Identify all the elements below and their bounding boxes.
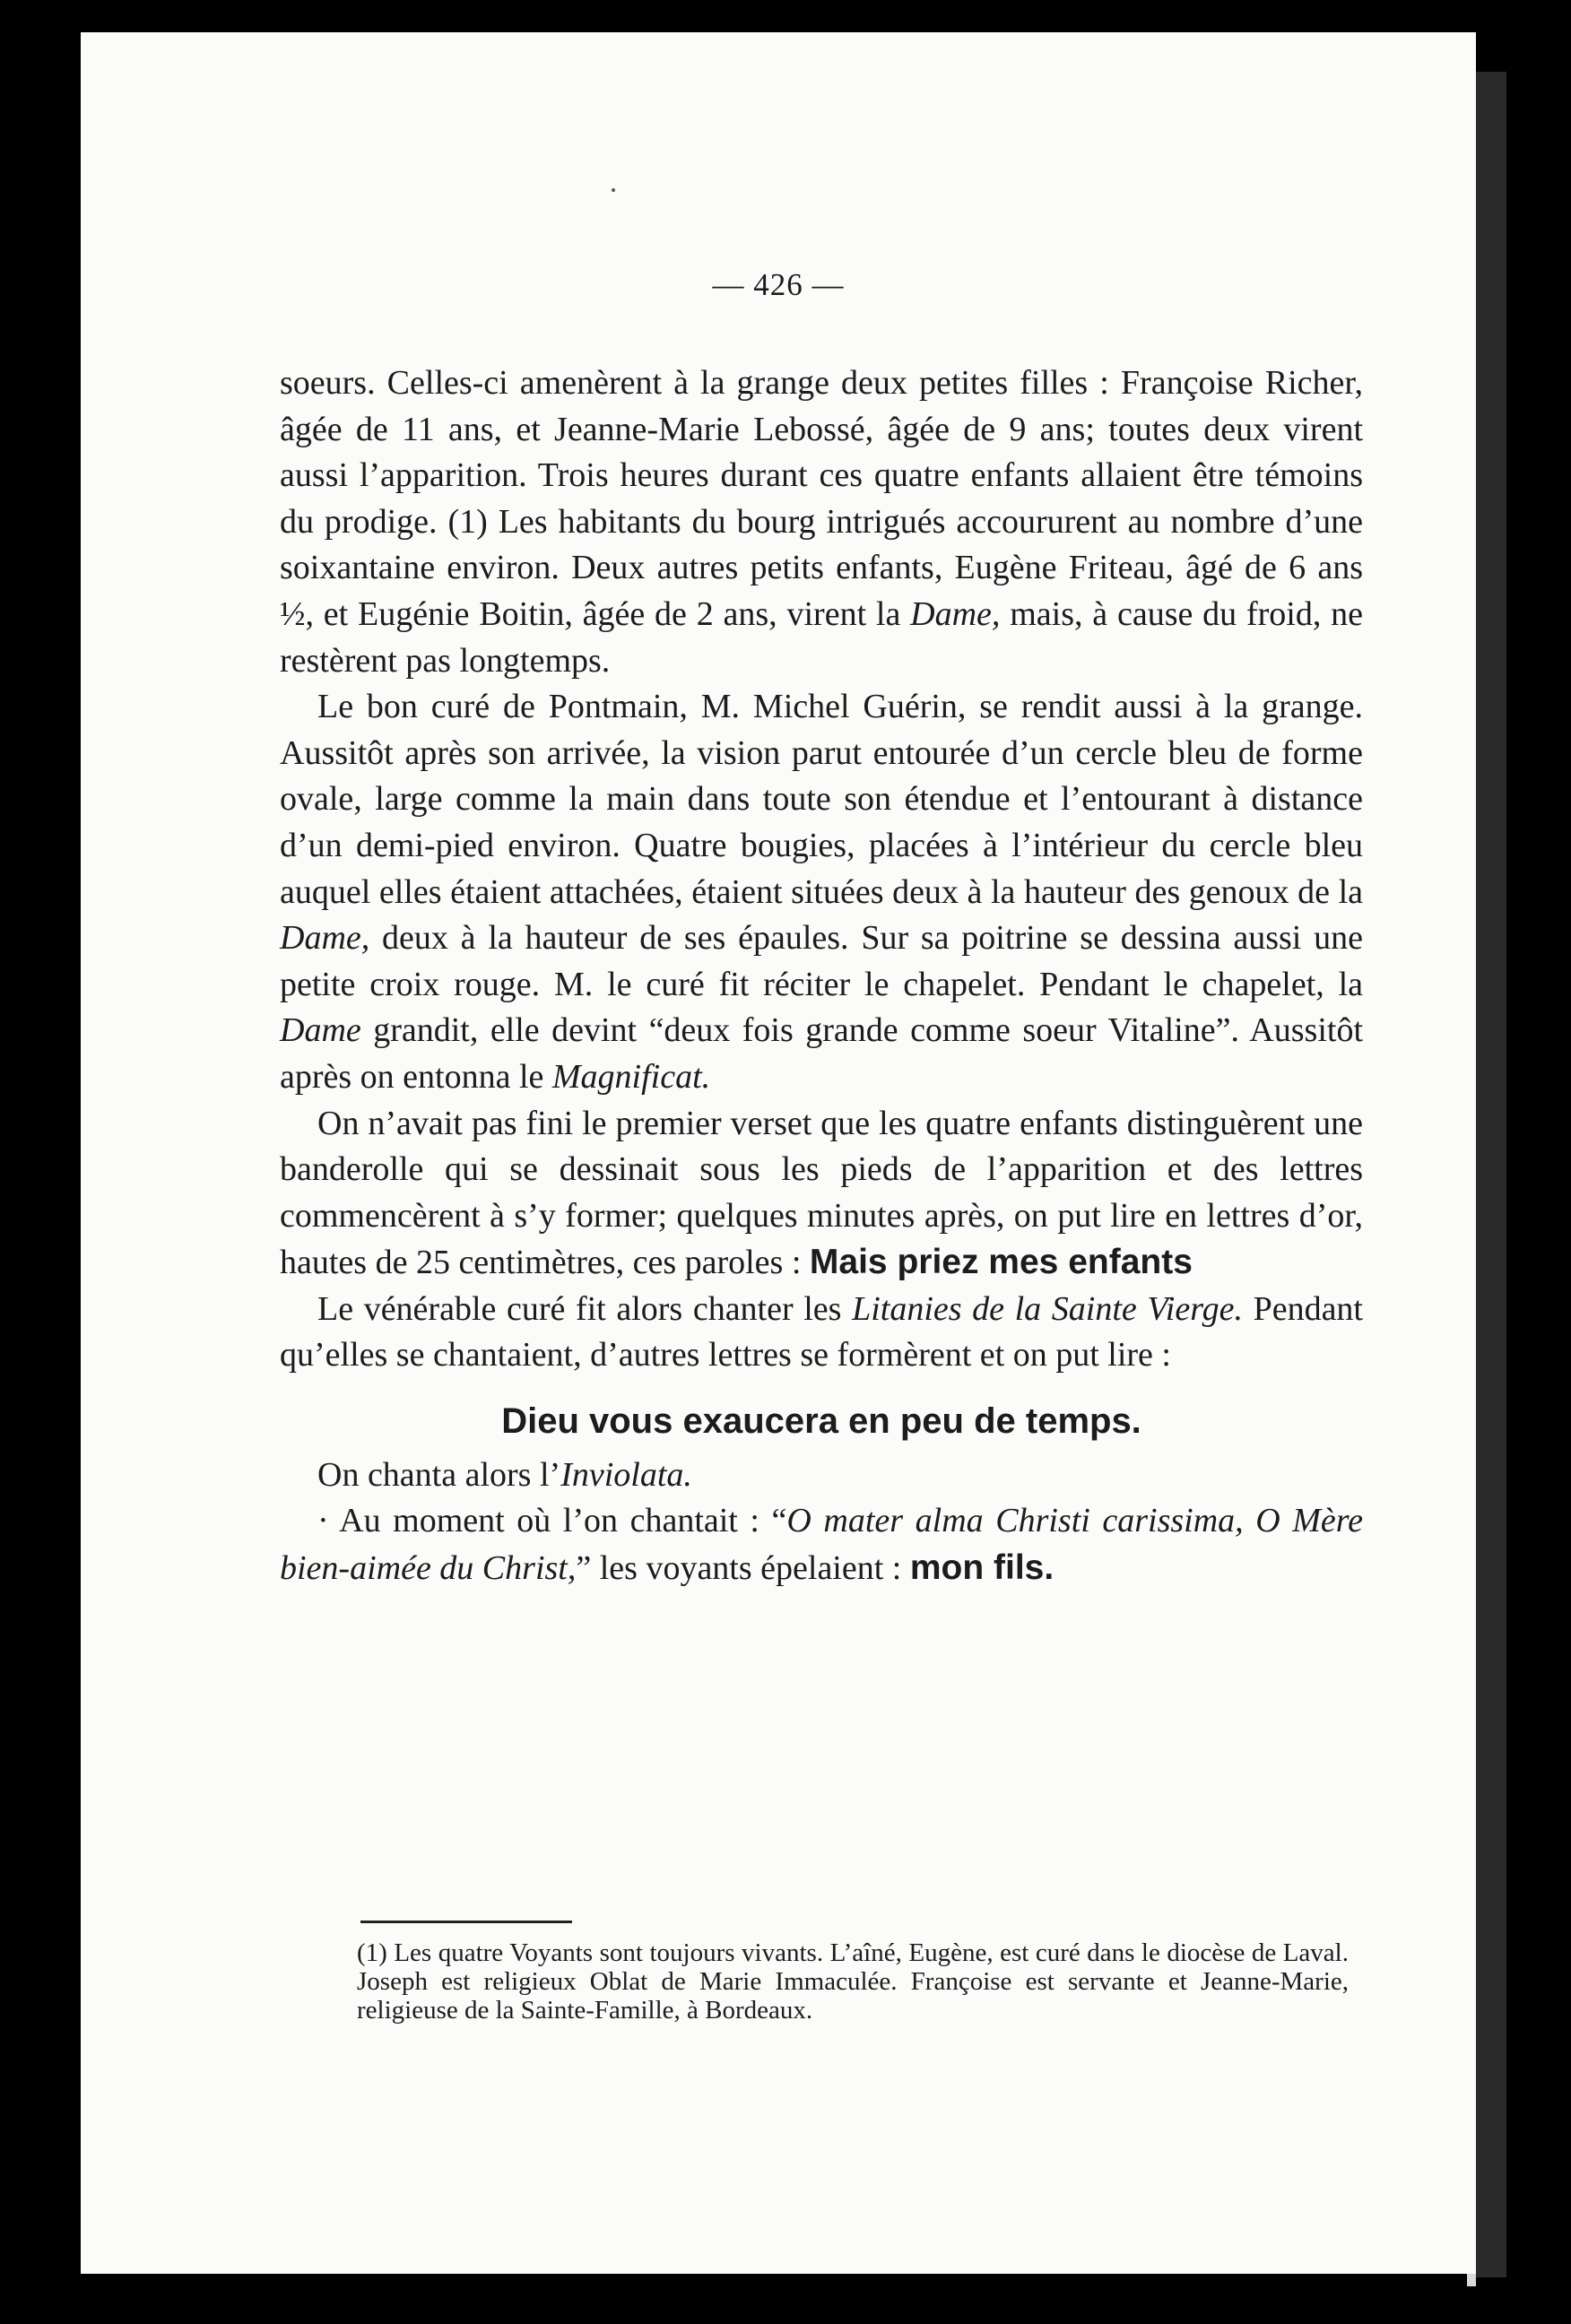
stray-mark [612, 188, 615, 192]
apparition-message-3: mon fils. [909, 1548, 1055, 1587]
paragraph-2-italic-c: Magnificat. [551, 1057, 711, 1096]
paragraph-1-end: mais, à cause du froid, ne restèrent pas longtemps. [280, 594, 1363, 680]
paragraph-2-text-c: grandit, elle devint “deux fois grande comme soeur Vitaline”. Aussitôt après on entonna le [280, 1011, 1363, 1096]
footnote-divider [360, 1921, 572, 1923]
apparition-message-1: Mais priez mes enfants [809, 1243, 1193, 1282]
paragraph-2-italic-b: Dame [280, 1011, 361, 1050]
paragraph-1 [280, 360, 1363, 684]
book-spine [1476, 72, 1506, 2277]
paragraph-6-text-b: ” les voyants épelaient : [576, 1548, 902, 1587]
body-text [280, 360, 1363, 1591]
paragraph-1-italic: Dame, [910, 594, 1001, 633]
paragraph-2 [280, 684, 1363, 1100]
book-page [81, 32, 1476, 2274]
paragraph-1-text: soeurs. Celles-ci amenèrent à la grange deux petites filles : Françoise Richer, âgée de 11 ans, et Jeanne-Marie Lebossé, âgée de 9 ans; toutes deux virent aussi l’apparition. Trois heures durant ces quatre enfants allaient être témoins du prodige. (1) Les habitants du bourg intrigués accoururent au nombre d’une soixantaine environ. Deux autres petits enfants, Eugène Friteau, âgé de 6 ans ½, et Eugénie Boitin, âgée de 2 ans, virent la [280, 364, 1363, 633]
paragraph-6-italic: O mater alma Christi carissima, O Mère bien-aimée du Christ, [280, 1502, 1364, 1587]
paragraph-2-text-a: Le bon curé de Pontmain, M. Michel Guérin, se rendit aussi à la grange. Aussitôt après son arrivée, la vision parut entourée d’un cercle bleu de forme ovale, large comme la main dans toute son étendue et l’entourant à distance d’un demi-pied environ. Quatre bougies, placées à l’intérieur du cercle bleu auquel elles étaient attachées, étaient situées deux à la hauteur des genoux de la [280, 688, 1363, 911]
paragraph-4 [280, 1287, 1363, 1379]
paragraph-2-text-b: deux à la hauteur de ses épaules. Sur sa poitrine se dessina aussi une petite croix rouge. M. le curé fit réciter le chapelet. Pendant le chapelet, la [280, 919, 1363, 1003]
paragraph-6 [280, 1498, 1363, 1591]
paragraph-3 [280, 1101, 1363, 1287]
paragraph-3-text: On n’avait pas fini le premier verset que les quatre enfants distinguèrent une banderolle qui se dessinait sous les pieds de l’apparition et des lettres commencèrent à s’y former; quelques minutes après, on put lire en lettres d’or, hautes de 25 centimètres, ces paroles : [280, 1104, 1363, 1282]
paragraph-4-text-a: Le vénérable curé fit alors chanter les [317, 1289, 853, 1328]
page-number: — 426 — [712, 267, 845, 302]
paragraph-5 [280, 1452, 1363, 1499]
paragraph-4-text-b: Pendant qu’elles se chantaient, d’autres lettres se formèrent et on put lire : [280, 1289, 1363, 1374]
paragraph-5-italic: Inviolata. [560, 1455, 692, 1494]
paragraph-6-text-a: · Au moment où l’on chantait : “ [317, 1502, 787, 1540]
apparition-message-2: Dieu vous exaucera en peu de temps. [501, 1401, 1141, 1442]
footnote: (1) Les quatre Voyants sont toujours vivants. L’aîné, Eugène, est curé dans le diocèse de Laval. Joseph est religieux Oblat de Marie Immaculée. Françoise est servante et Jeanne-Marie, religieuse de la Sainte-Famille, à Bordeaux. [357, 1938, 1349, 2025]
paragraph-5-text: On chanta alors l’ [317, 1455, 561, 1494]
paragraph-4-italic: Litanies de la Sainte Vierge. [852, 1289, 1243, 1328]
paragraph-2-italic-a: Dame, [280, 919, 370, 958]
